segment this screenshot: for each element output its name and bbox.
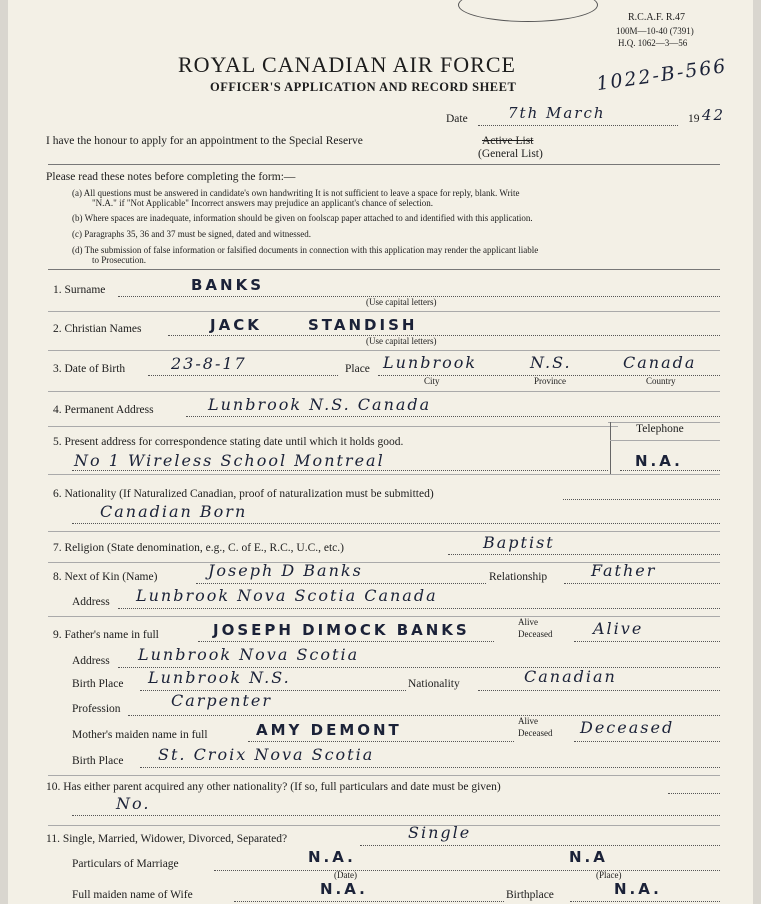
print-code: 100M—10-40 (7391) xyxy=(616,26,694,36)
year-prefix: 19 xyxy=(688,113,700,125)
note-a: (a) All questions must be answered in candidate's own handwriting It is not sufficient to leave a space for reply, blank. Write xyxy=(72,188,520,198)
dob-label: 3. Date of Birth xyxy=(53,363,126,375)
note-d-cont: to Prosecution. xyxy=(92,255,146,265)
father-profession-label: Profession xyxy=(72,703,121,715)
file-number: 1022-B-566 xyxy=(595,54,729,96)
mother-deceased-label: Deceased xyxy=(518,728,553,738)
year-value: 42 xyxy=(702,106,726,124)
relationship-label: Relationship xyxy=(489,571,548,583)
father-birth-label: Birth Place xyxy=(72,678,124,690)
middle-name-value: STANDISH xyxy=(308,316,418,334)
kin-address-value: Lunbrook Nova Scotia Canada xyxy=(136,586,438,605)
religion-label: 7. Religion (State denomination, e.g., C. of E., R.C., U.C., etc.) xyxy=(53,542,344,554)
father-address-value: Lunbrook Nova Scotia xyxy=(138,645,360,664)
country-hint: Country xyxy=(646,376,676,386)
struck-list: Active List xyxy=(482,135,534,147)
parent-nationality-label: 10. Has either parent acquired any other nationality? (If so, full particulars and date must be given) xyxy=(46,781,501,793)
marital-status-value: Single xyxy=(408,823,472,842)
father-status-value: Alive xyxy=(593,619,644,638)
mother-birth-value: St. Croix Nova Scotia xyxy=(158,745,375,764)
general-list: (General List) xyxy=(478,148,543,160)
marriage-place-hint: (Place) xyxy=(596,870,622,880)
form-subtitle: OFFICER'S APPLICATION AND RECORD SHEET xyxy=(210,80,517,94)
father-nationality-value: Canadian xyxy=(524,667,617,686)
marital-status-label: 11. Single, Married, Widower, Divorced, Separated? xyxy=(46,833,288,845)
mother-alive-label: Alive xyxy=(518,716,538,726)
wife-birthplace-label: Birthplace xyxy=(506,889,554,901)
date-value: 7th March xyxy=(508,104,606,122)
religion-value: Baptist xyxy=(483,533,555,552)
next-of-kin-value: Joseph D Banks xyxy=(208,561,363,580)
father-address-label: Address xyxy=(72,655,110,667)
father-profession-value: Carpenter xyxy=(171,691,272,710)
note-c: (c) Paragraphs 35, 36 and 37 must be signed, dated and witnessed. xyxy=(72,229,311,239)
surname-label: 1. Surname xyxy=(53,284,106,296)
stamp-oval xyxy=(458,0,598,22)
permanent-address-label: 4. Permanent Address xyxy=(53,404,154,416)
document-sheet xyxy=(8,0,753,904)
birth-province-value: N.S. xyxy=(530,353,572,372)
birth-country-value: Canada xyxy=(623,353,697,372)
nationality-label: 6. Nationality (If Naturalized Canadian, proof of naturalization must be submitted) xyxy=(53,488,434,500)
hq-code: H.Q. 1062—3—56 xyxy=(618,38,688,48)
permanent-address-value: Lunbrook N.S. Canada xyxy=(208,395,432,414)
wife-birthplace-value: N.A. xyxy=(614,880,662,898)
parent-nationality-value: No. xyxy=(116,794,151,813)
form-code: R.C.A.F. R.47 xyxy=(628,12,685,23)
kin-address-label: Address xyxy=(72,596,110,608)
marriage-label: Particulars of Marriage xyxy=(72,858,179,870)
telephone-label: Telephone xyxy=(636,423,684,435)
present-address-value: No 1 Wireless School Montreal xyxy=(74,451,385,470)
marriage-date-value: N.A. xyxy=(308,848,356,866)
father-deceased-label: Deceased xyxy=(518,629,553,639)
telephone-value: N.A. xyxy=(635,452,683,470)
father-alive-label: Alive xyxy=(518,617,538,627)
province-hint: Province xyxy=(534,376,566,386)
first-name-value: JACK xyxy=(210,316,262,334)
mother-birth-label: Birth Place xyxy=(72,755,124,767)
mother-status-value: Deceased xyxy=(580,718,675,737)
relationship-value: Father xyxy=(591,561,657,580)
father-name-value: JOSEPH DIMOCK BANKS xyxy=(213,621,470,639)
christian-names-label: 2. Christian Names xyxy=(53,323,142,335)
marriage-place-value: N.A xyxy=(569,848,608,866)
city-hint: City xyxy=(424,376,440,386)
marriage-date-hint: (Date) xyxy=(334,870,357,880)
notes-heading: Please read these notes before completing the form:— xyxy=(46,171,296,183)
nationality-value: Canadian Born xyxy=(100,502,248,521)
intro-text: I have the honour to apply for an appointment to the Special Reserve xyxy=(46,135,363,147)
father-nationality-label: Nationality xyxy=(408,678,460,690)
father-name-label: 9. Father's name in full xyxy=(53,629,159,641)
surname-hint: (Use capital letters) xyxy=(366,297,437,307)
birth-city-value: Lunbrook xyxy=(383,353,478,372)
mother-name-value: AMY DEMONT xyxy=(256,721,402,739)
note-a-cont: "N.A." if "Not Applicable" Incorrect answers may prejudice an applicant's chance of selection. xyxy=(92,198,433,208)
form-title: ROYAL CANADIAN AIR FORCE xyxy=(178,52,516,77)
father-birth-value: Lunbrook N.S. xyxy=(148,668,291,687)
mother-name-label: Mother's maiden name in full xyxy=(72,729,208,741)
dob-value: 23-8-17 xyxy=(171,354,247,373)
next-of-kin-label: 8. Next of Kin (Name) xyxy=(53,571,158,583)
note-d: (d) The submission of false information or falsified documents in connection with this application may render the applicant liable xyxy=(72,245,539,255)
present-address-label: 5. Present address for correspondence stating date until which it holds good. xyxy=(53,436,404,448)
surname-value: BANKS xyxy=(191,276,265,294)
christian-names-hint: (Use capital letters) xyxy=(366,336,437,346)
wife-name-label: Full maiden name of Wife xyxy=(72,889,193,901)
place-label: Place xyxy=(345,363,370,375)
note-b: (b) Where spaces are inadequate, information should be given on foolscap paper attached to and identified with this application. xyxy=(72,213,533,223)
wife-name-value: N.A. xyxy=(320,880,368,898)
date-label: Date xyxy=(446,113,468,125)
